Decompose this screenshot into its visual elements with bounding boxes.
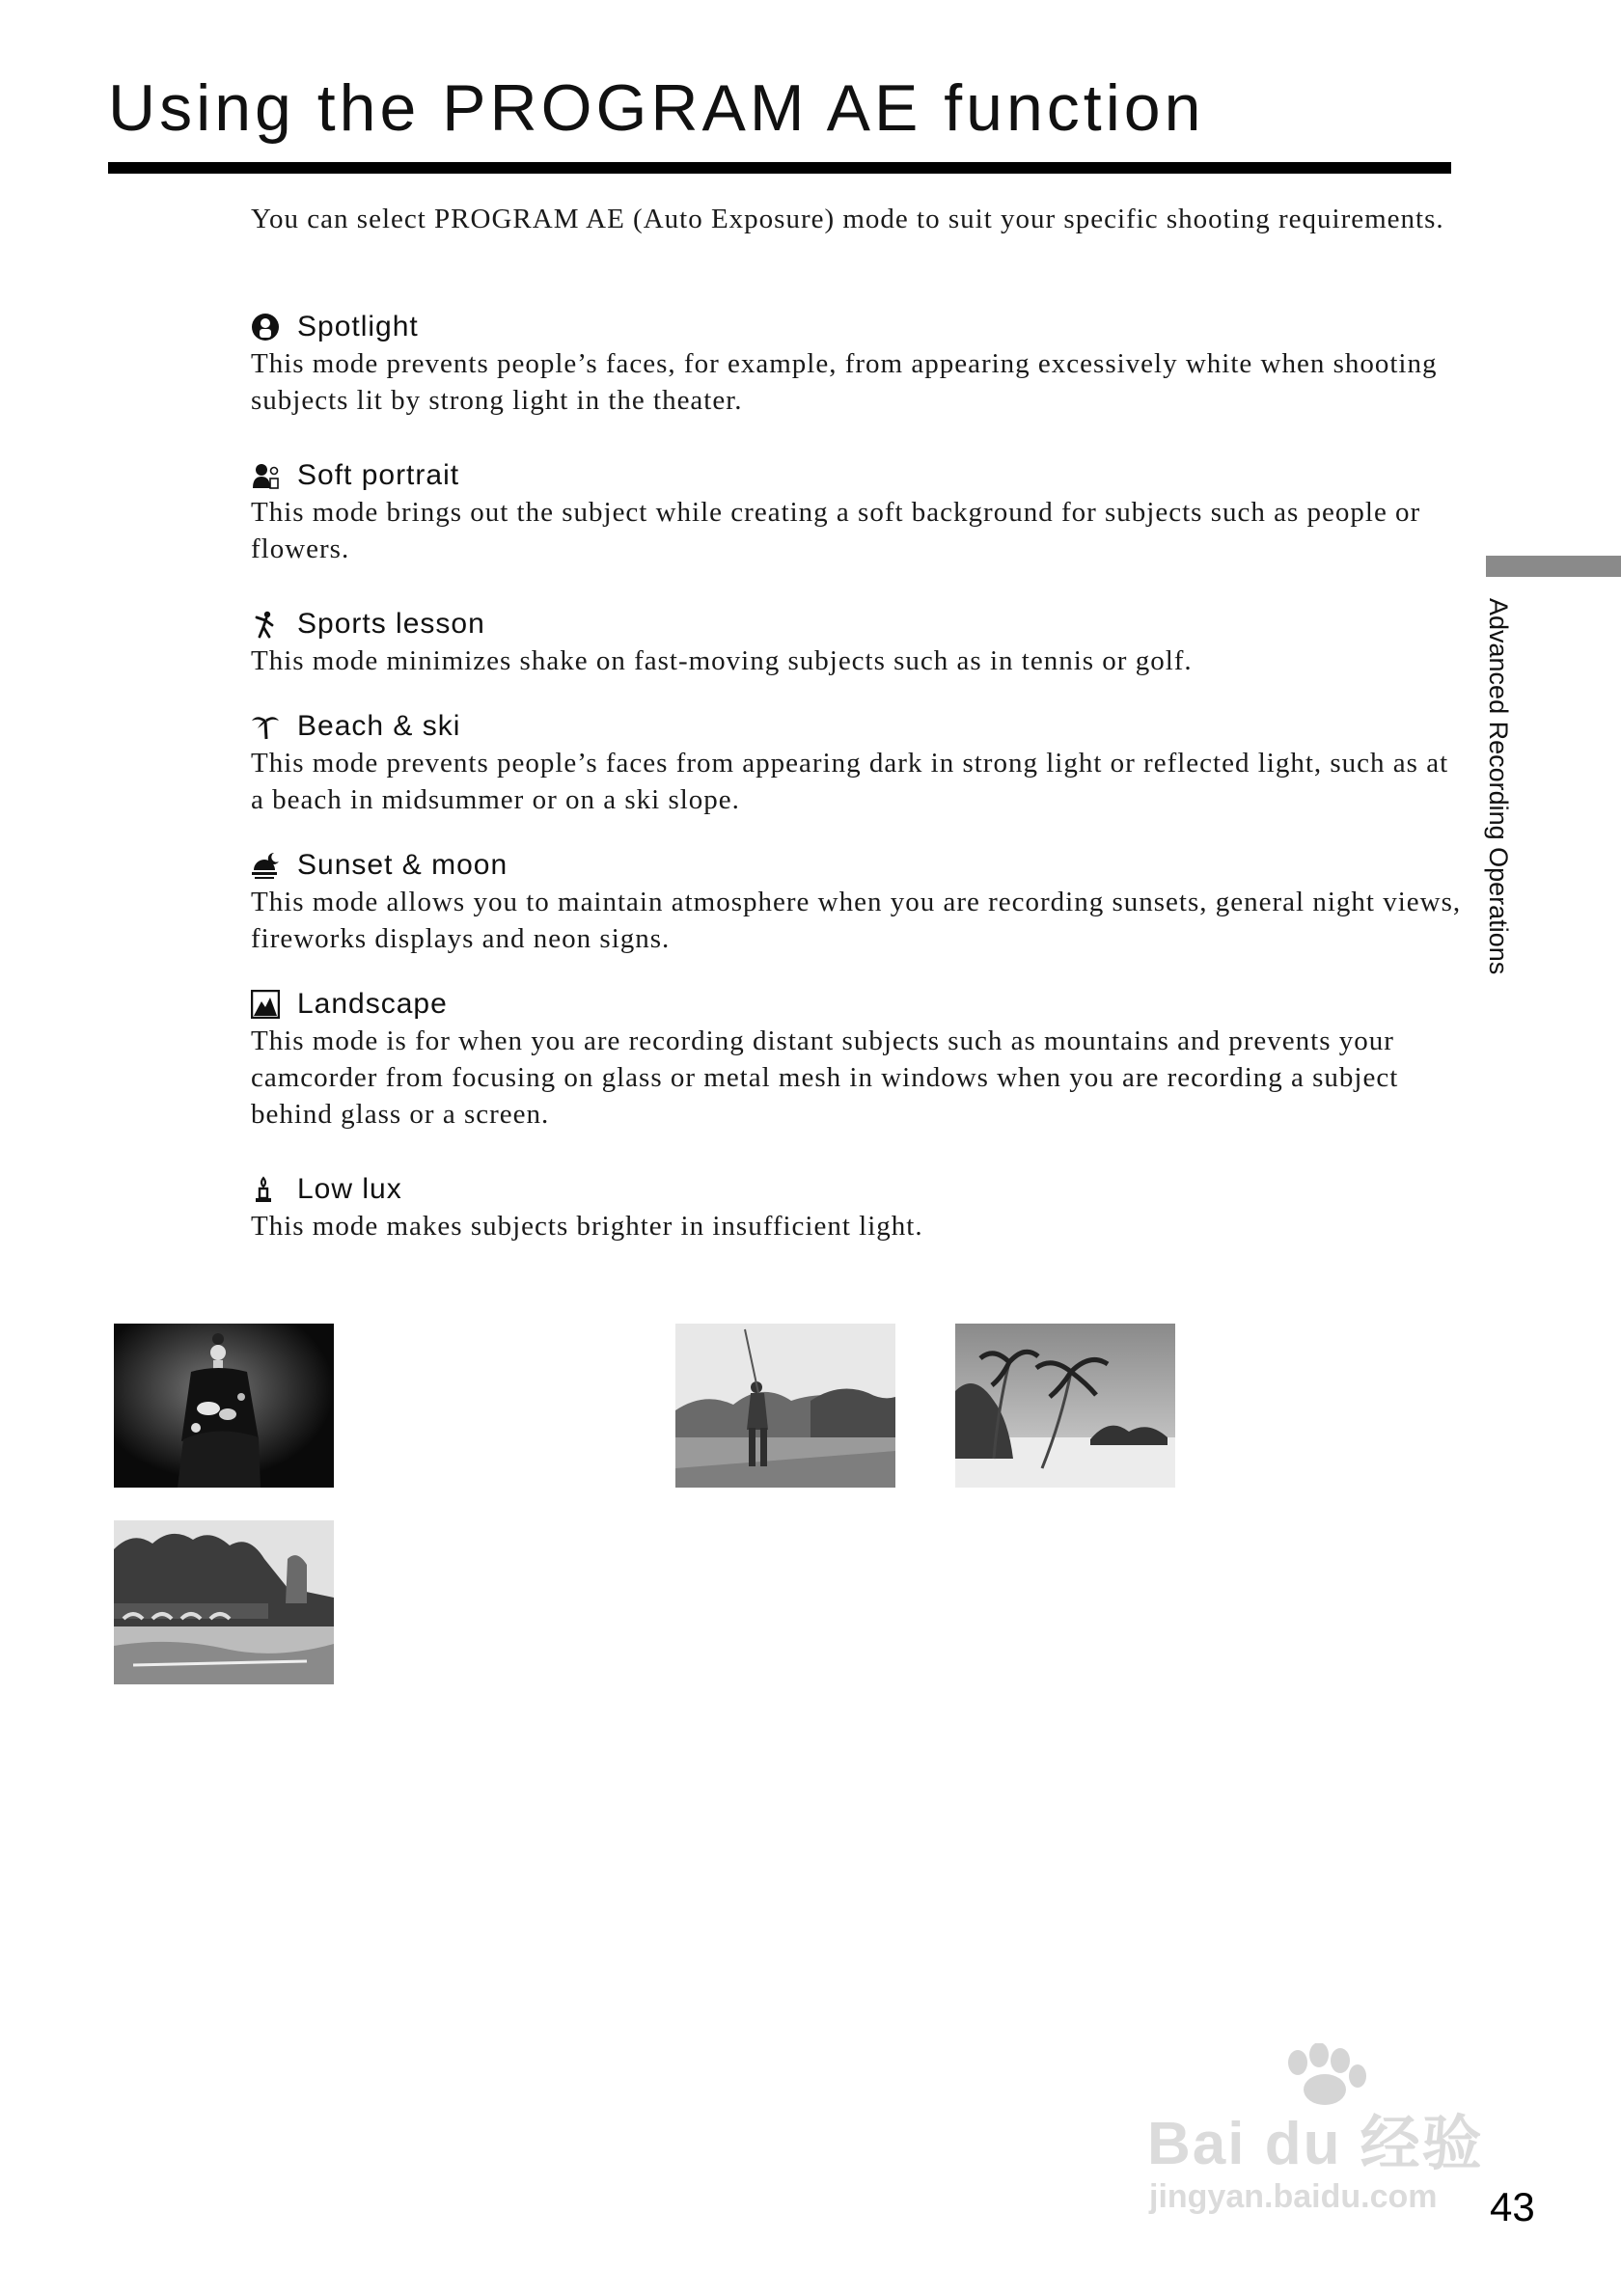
page-title: Using the PROGRAM AE function bbox=[108, 71, 1205, 145]
watermark-url: jingyan.baidu.com bbox=[1149, 2178, 1438, 2215]
section-text: This mode allows you to maintain atmosphere when you are recording sunsets, general night views, fireworks displays and neon signs. bbox=[251, 887, 1462, 954]
section-text: This mode makes subjects brighter in insufficient light. bbox=[251, 1211, 923, 1242]
section-landscape bbox=[251, 986, 1462, 1133]
section-text: This mode is for when you are recording distant subjects such as mountains and prevents your camcorder from focusing on glass or metal mesh in windows when you are recording a subject behind glass or a screen. bbox=[251, 1025, 1399, 1130]
watermark-brand: Bai du 经验 bbox=[1147, 2111, 1484, 2177]
landscape-example-photo bbox=[114, 1520, 334, 1684]
section-text: This mode minimizes shake on fast-moving subjects such as in tennis or golf. bbox=[251, 645, 1193, 676]
section-heading: Soft portrait bbox=[297, 459, 460, 491]
side-section-label: Advanced Recording Operations bbox=[1484, 598, 1513, 975]
section-beach-ski bbox=[251, 708, 1462, 818]
spotlight-example-photo bbox=[114, 1324, 334, 1488]
section-low-lux bbox=[251, 1171, 1462, 1244]
sunset-moon-icon bbox=[251, 851, 280, 880]
baidu-watermark bbox=[1143, 2043, 1529, 2227]
section-text: This mode prevents people’s faces from appearing dark in strong light or reflected light, such as at a beach in midsummer or on a ski slope. bbox=[251, 748, 1449, 815]
section-heading: Spotlight bbox=[297, 311, 419, 342]
section-heading: Landscape bbox=[297, 988, 448, 1020]
section-text: This mode prevents people’s faces, for example, from appearing excessively white when shooting subjects lit by strong light in the theater. bbox=[251, 348, 1438, 416]
beach-ski-icon bbox=[251, 712, 280, 741]
section-tab-marker bbox=[1486, 556, 1621, 577]
page-number: 43 bbox=[1490, 2184, 1535, 2229]
soft-portrait-icon bbox=[251, 461, 280, 490]
beach-ski-example-photo bbox=[955, 1324, 1175, 1488]
section-soft-portrait bbox=[251, 457, 1462, 567]
section-heading: Beach & ski bbox=[297, 710, 461, 742]
section-sports-lesson bbox=[251, 606, 1462, 679]
sports-lesson-example-photo bbox=[675, 1324, 895, 1488]
section-text: This mode brings out the subject while creating a soft background for subjects such as people or flowers. bbox=[251, 497, 1421, 564]
section-spotlight bbox=[251, 309, 1462, 419]
landscape-icon bbox=[251, 990, 280, 1019]
title-underline bbox=[108, 162, 1451, 174]
low-lux-icon bbox=[251, 1175, 280, 1204]
section-heading: Sports lesson bbox=[297, 608, 485, 640]
sports-lesson-icon bbox=[251, 610, 280, 639]
section-sunset-moon bbox=[251, 847, 1462, 957]
section-heading: Sunset & moon bbox=[297, 849, 508, 881]
spotlight-icon bbox=[251, 313, 280, 342]
section-heading: Low lux bbox=[297, 1173, 402, 1205]
intro-paragraph: You can select PROGRAM AE (Auto Exposure) mode to suit your specific shooting requirements. bbox=[251, 204, 1444, 234]
